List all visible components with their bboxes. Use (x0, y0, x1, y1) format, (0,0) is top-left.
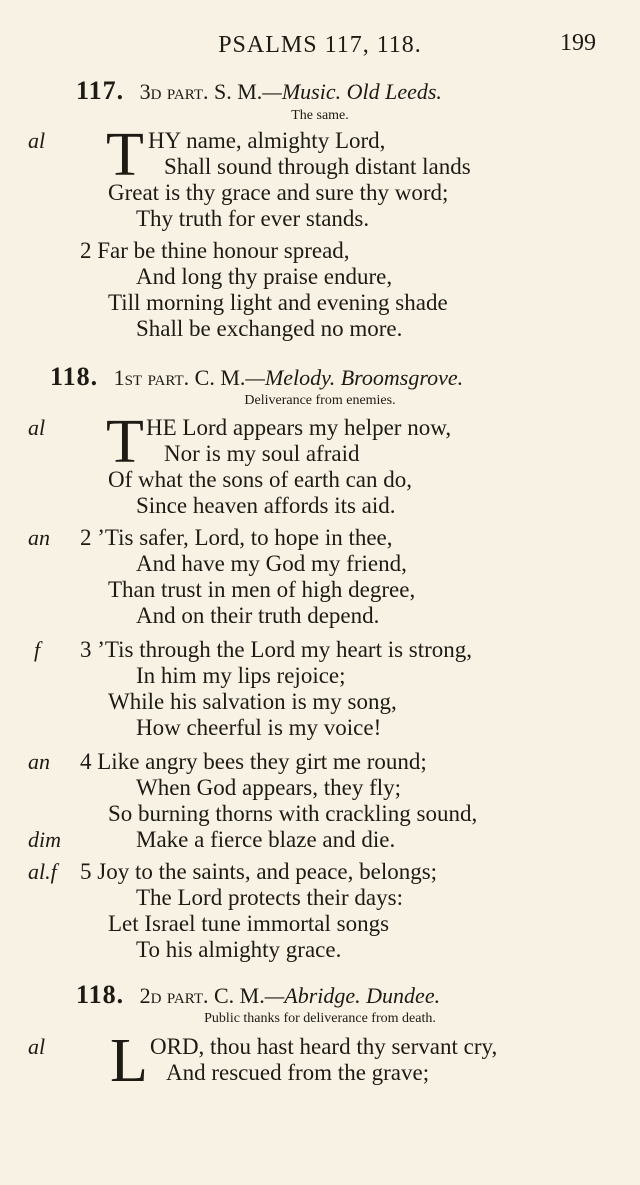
verse-line: HE Lord appears my helper now, (146, 415, 452, 440)
hymn-part: 1st part. (113, 365, 190, 390)
hymn-meter: C. M. (213, 983, 265, 1008)
hymn-meter: C. M. (194, 365, 246, 390)
verse-line: How cheerful is my voice! (136, 715, 382, 740)
hymn-tune: —Abridge. Dundee. (264, 983, 441, 1008)
verse-line: And rescued from the grave; (166, 1060, 430, 1085)
dynamic-mark: an (28, 749, 50, 774)
drop-cap: T (106, 121, 144, 189)
verse-line: 2 ’Tis safer, Lord, to hope in thee, (80, 525, 393, 550)
hymn-heading (50, 362, 463, 392)
dynamic-mark: al (28, 415, 46, 440)
verse-line: ORD, thou hast heard thy servant cry, (150, 1034, 498, 1059)
drop-cap: L (110, 1027, 148, 1095)
dynamic-mark: dim (28, 827, 61, 852)
verse-line: Since heaven affords its aid. (136, 493, 396, 518)
verse-line: When God appears, they fly; (136, 775, 402, 800)
verse-line: Shall sound through distant lands (164, 154, 471, 179)
verse-line: Nor is my soul afraid (164, 441, 360, 466)
hymn-number: 117. (76, 76, 125, 105)
verse-line: The Lord protects their days: (136, 885, 403, 910)
verse-line: Of what the sons of earth can do, (108, 467, 413, 492)
hymn-tune: —Music. Old Leeds. (262, 79, 442, 104)
verse-line: And on their truth depend. (136, 603, 380, 628)
hymn-number: 118. (50, 362, 99, 391)
verse-line: 2 Far be thine honour spread, (80, 238, 350, 263)
verse-line: Than trust in men of high degree, (108, 577, 416, 602)
verse-line: Till morning light and evening shade (108, 290, 448, 315)
running-header: PSALMS 117, 118. (218, 32, 422, 58)
hymn-part: 3d part. (139, 79, 209, 104)
dynamic-mark: f (34, 637, 41, 662)
drop-cap: T (106, 408, 144, 476)
hymn-subtitle: The same. (291, 108, 349, 123)
verse-line: 3 ’Tis through the Lord my heart is strong, (80, 637, 473, 662)
verse-line: HY name, almighty Lord, (148, 128, 386, 153)
dynamic-mark: al (28, 1034, 46, 1059)
verse-line: To his almighty grace. (136, 937, 342, 962)
verse-line: In him my lips rejoice; (136, 663, 346, 688)
page-number: 199 (560, 30, 596, 56)
hymn-meter: S. M. (213, 79, 263, 104)
dynamic-mark: al (28, 128, 46, 153)
verse-line: Great is thy grace and sure thy word; (108, 180, 449, 205)
verse-line: Make a fierce blaze and die. (136, 827, 396, 852)
hymn-subtitle: Public thanks for deliverance from death. (204, 1011, 436, 1026)
verse-line: And have my God my friend, (136, 551, 407, 576)
hymn-number: 118. (76, 980, 125, 1009)
hymn-subtitle: Deliverance from enemies. (244, 393, 396, 408)
hymn-tune: —Melody. Broomsgrove. (245, 365, 464, 390)
verse-line: 4 Like angry bees they girt me round; (80, 749, 427, 774)
hymn-heading (76, 980, 440, 1010)
verse-line: And long thy praise endure, (136, 264, 393, 289)
dynamic-mark: al.f (28, 859, 57, 884)
verse-line: Shall be exchanged no more. (136, 316, 403, 341)
dynamic-mark: an (28, 525, 50, 550)
verse-line: Let Israel tune immortal songs (108, 911, 390, 936)
verse-line: Thy truth for ever stands. (136, 206, 370, 231)
verse-line: 5 Joy to the saints, and peace, belongs; (80, 859, 438, 884)
hymn-part: 2d part. (139, 983, 209, 1008)
hymn-heading (76, 76, 442, 106)
verse-line: So burning thorns with crackling sound, (108, 801, 478, 826)
verse-line: While his salvation is my song, (108, 689, 397, 714)
